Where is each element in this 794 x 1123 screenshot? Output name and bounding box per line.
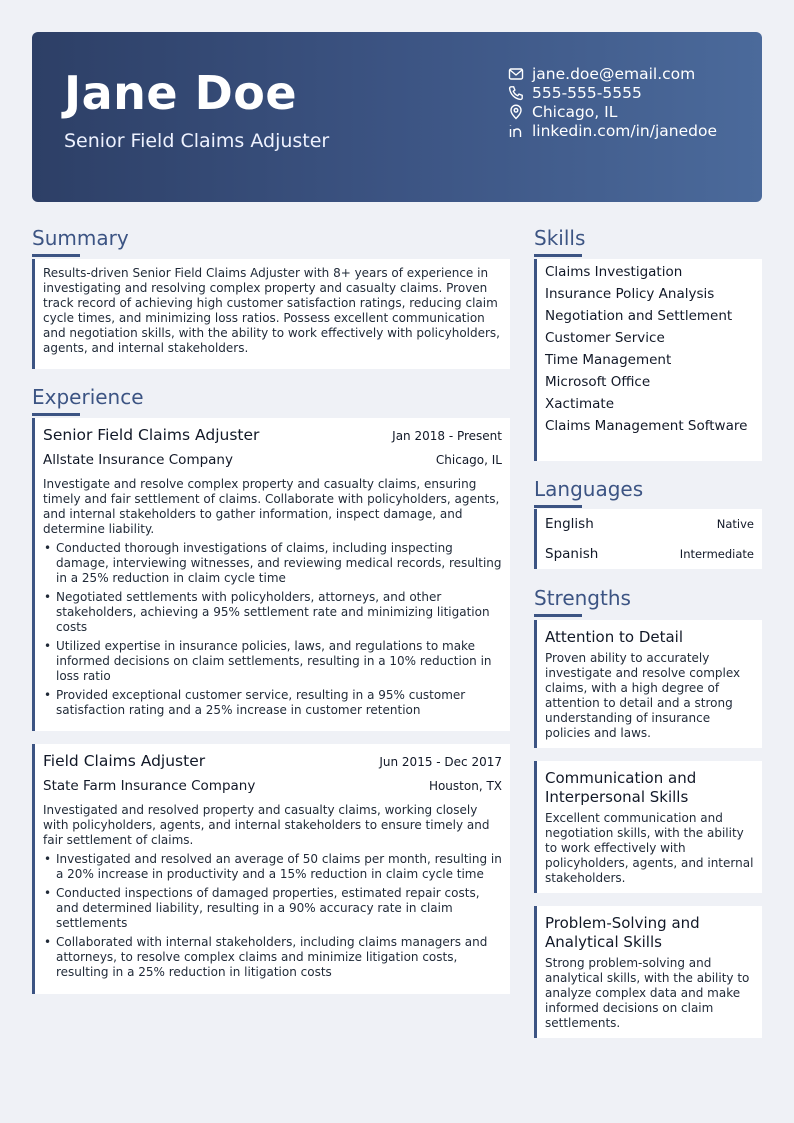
- language-level: Native: [716, 517, 754, 531]
- resume-header: [32, 32, 762, 202]
- job-description: Investigated and resolved property and casualty claims, working closely with policyholders, agents, and internal stakeholders to ensure timely and fair settlement of claims.: [43, 803, 490, 847]
- strength-title: Communication and Interpersonal Skills: [545, 769, 697, 806]
- phone-icon: [508, 85, 524, 101]
- job-company: State Farm Insurance Company: [43, 778, 256, 794]
- strength-description: Strong problem-solving and analytical skills, with the ability to analyze complex data and make informed decisions on claim settlements.: [545, 956, 750, 1030]
- job-bullet: • Investigated and resolved an average of 50 claims per month, resulting in a 20% increase in productivity and a 15% reduction in claim cycle time: [43, 852, 502, 882]
- contact-location-text: Chicago, IL: [532, 102, 618, 121]
- strength-item: [534, 906, 762, 1038]
- contact-email-text: jane.doe@email.com: [532, 64, 696, 83]
- languages-heading: Languages: [534, 477, 644, 501]
- linkedin-icon: [508, 123, 524, 139]
- skill-item: Negotiation and Settlement: [545, 308, 733, 324]
- strength-item: [534, 761, 762, 893]
- job-bullet: • Collaborated with internal stakeholders, including claims managers and attorneys, to resolve complex claims and minimize litigation costs, resulting in a 25% reduction in litigation costs: [43, 935, 502, 980]
- summary-text: Results-driven Senior Field Claims Adjuster with 8+ years of experience in investigating and resolving complex property and casualty claims. Proven track record of achieving high customer satisfaction ratings, reducing claim cycle times, and minimizing loss ratios. Possess excellent communication and negotiation skills, with the ability to work effectively with policyholders, agents, and internal stakeholders.: [43, 266, 500, 355]
- strength-title: Problem-Solving and Analytical Skills: [545, 914, 700, 951]
- language-item: [534, 509, 762, 539]
- skill-item: Claims Management Software: [545, 418, 748, 434]
- job-dates: Jun 2015 - Dec 2017: [379, 755, 502, 769]
- language-item: [534, 539, 762, 569]
- experience-item: [32, 744, 510, 994]
- job-bullet: • Provided exceptional customer service, resulting in a 95% customer satisfaction rating and a 25% increase in customer retention: [43, 688, 502, 718]
- summary-heading: Summary: [32, 226, 129, 250]
- contact-linkedin[interactable]: [508, 121, 717, 140]
- job-location: Houston, TX: [428, 779, 502, 793]
- candidate-title: Senior Field Claims Adjuster: [64, 130, 330, 152]
- strength-title: Attention to Detail: [545, 628, 684, 646]
- experience-heading: Experience: [32, 385, 144, 409]
- job-bullet: • Conducted thorough investigations of claims, including inspecting damage, interviewing witnesses, and reviewing medical records, resulting in a 25% reduction in claim cycle time: [43, 541, 502, 586]
- skill-item: Xactimate: [545, 396, 615, 412]
- map-pin-icon: [508, 104, 524, 120]
- skills-card: [534, 259, 762, 461]
- contact-location: [508, 102, 717, 121]
- language-level: Intermediate: [679, 547, 754, 561]
- summary-card: [32, 259, 510, 369]
- experience-item: [32, 418, 510, 731]
- contact-phone-text: 555-555-5555: [532, 83, 642, 102]
- language-name: English: [545, 516, 594, 532]
- candidate-name: Jane Doe: [64, 66, 298, 120]
- strength-item: [534, 620, 762, 748]
- mail-icon: [508, 66, 524, 82]
- strengths-heading: Strengths: [534, 586, 631, 610]
- job-description: Investigate and resolve complex property and casualty claims, ensuring timely and fair settlement of claims. Collaborate with policyholders, agents, and internal stakeholders to gather information, inspect damage, and determine liability.: [43, 477, 500, 536]
- job-bullets: [43, 852, 502, 980]
- skill-item: Claims Investigation: [545, 264, 683, 280]
- job-bullet: • Conducted inspections of damaged properties, estimated repair costs, and determined liability, resulting in a 90% accuracy rate in claim settlements: [43, 886, 502, 931]
- job-bullets: [43, 541, 502, 718]
- job-bullet: • Utilized expertise in insurance policies, laws, and regulations to make informed decisions on claim settlements, resulting in a 10% reduction in loss ratio: [43, 639, 502, 684]
- skill-item: Insurance Policy Analysis: [545, 286, 715, 302]
- job-role: Field Claims Adjuster: [43, 752, 206, 770]
- job-bullet: • Negotiated settlements with policyholders, attorneys, and other stakeholders, achieving a 95% settlement rate and minimizing litigation costs: [43, 590, 502, 635]
- strength-description: Proven ability to accurately investigate and resolve complex claims, with a high degree of attention to detail and a strong understanding of insurance policies and laws.: [545, 651, 741, 740]
- job-dates: Jan 2018 - Present: [392, 429, 502, 443]
- contact-email[interactable]: [508, 64, 717, 83]
- job-company: Allstate Insurance Company: [43, 452, 233, 468]
- language-name: Spanish: [545, 546, 599, 562]
- job-location: Chicago, IL: [435, 453, 502, 467]
- strength-description: Excellent communication and negotiation skills, with the ability to work effectively with policyholders, agents, and internal stakeholders.: [545, 811, 754, 885]
- contact-linkedin-text: linkedin.com/in/janedoe: [532, 121, 717, 140]
- job-role: Senior Field Claims Adjuster: [43, 426, 260, 444]
- contact-phone[interactable]: [508, 83, 717, 102]
- contact-list: [508, 64, 717, 140]
- skill-item: Customer Service: [545, 330, 665, 346]
- skill-item: Microsoft Office: [545, 374, 651, 390]
- skills-heading: Skills: [534, 226, 586, 250]
- skill-item: Time Management: [545, 352, 672, 368]
